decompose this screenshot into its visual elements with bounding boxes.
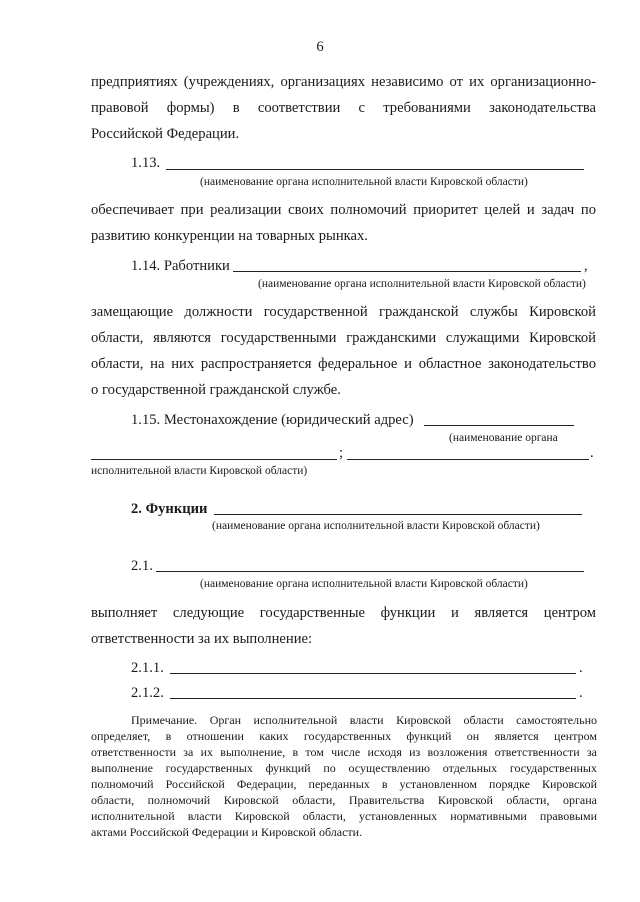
- item-number: 2.1.1.: [131, 660, 164, 676]
- item-number: 2.1.2.: [131, 685, 164, 701]
- field-caption: (наименование органа: [449, 432, 558, 444]
- fill-in-blank-line: [424, 425, 574, 426]
- note-line: ответственности за их выполнение, в том числе исходя из возложения ответственности за: [91, 745, 597, 759]
- note-line: определяет, в отношении каких государственных функций он является центром: [91, 729, 597, 743]
- punctuation: .: [579, 660, 583, 676]
- fill-in-blank-line: [170, 698, 576, 699]
- punctuation: .: [579, 685, 583, 701]
- section-heading: 2. Функции: [131, 501, 208, 517]
- note-line: актами Российской Федерации и Кировской области.: [91, 825, 363, 839]
- punctuation: .: [590, 445, 594, 461]
- paragraph-line: выполняет следующие государственные функции и является центром: [91, 605, 596, 621]
- field-caption: (наименование органа исполнительной власти Кировской области): [212, 520, 540, 532]
- fill-in-blank-line: [170, 673, 576, 674]
- note-line: исполнительной власти Кировской области, установленных нормативными правовыми: [91, 809, 597, 823]
- paragraph-line: обеспечивает при реализации своих полномочий приоритет целей и задач по: [91, 202, 596, 218]
- punctuation: ,: [584, 258, 588, 274]
- note-line: полномочий Российской Федерации, переданных в установленном порядке Кировской: [91, 777, 597, 791]
- paragraph-line: правовой формы) в соответствии с требованиями законодательства: [91, 100, 596, 116]
- page-number: 6: [316, 39, 324, 55]
- paragraph-line: ответственности за их выполнение:: [91, 631, 313, 647]
- paragraph-line: развитию конкуренции на товарных рынках.: [91, 228, 368, 244]
- fill-in-blank-line: [166, 169, 584, 170]
- field-caption: (наименование органа исполнительной власти Кировской области): [258, 278, 586, 290]
- paragraph-line: области, на них распространяется федеральное и областное законодательство: [91, 356, 596, 372]
- item-lead: 1.15. Местонахождение (юридический адрес): [131, 412, 414, 428]
- paragraph-line: замещающие должности государственной гражданской службы Кировской: [91, 304, 596, 320]
- fill-in-blank-line: [347, 459, 589, 460]
- paragraph-line: Российской Федерации.: [91, 126, 240, 142]
- field-caption: исполнительной власти Кировской области): [91, 465, 308, 477]
- fill-in-blank-line: [214, 514, 582, 515]
- item-lead: 1.14. Работники: [131, 258, 230, 274]
- item-number: 2.1.: [131, 558, 153, 574]
- fill-in-blank-line: [233, 271, 581, 272]
- fill-in-blank-line: [91, 459, 337, 460]
- field-caption: (наименование органа исполнительной власти Кировской области): [200, 578, 528, 590]
- punctuation: ;: [339, 445, 344, 461]
- item-number: 1.13.: [131, 155, 161, 171]
- note-line: Примечание. Орган исполнительной власти Кировской области самостоятельно: [131, 713, 597, 727]
- paragraph-line: области, являются государственными гражданскими служащими Кировской: [91, 330, 596, 346]
- paragraph-line: о государственной гражданской службе.: [91, 382, 341, 398]
- note-line: выполнение государственных функций по осуществлению отдельных государственных: [91, 761, 597, 775]
- fill-in-blank-line: [156, 571, 584, 572]
- field-caption: (наименование органа исполнительной власти Кировской области): [200, 176, 528, 188]
- note-line: области, полномочий Кировской области, Правительства Кировской области, органа: [91, 793, 597, 807]
- paragraph-line: предприятиях (учреждениях, организациях независимо от их организационно-: [91, 74, 596, 90]
